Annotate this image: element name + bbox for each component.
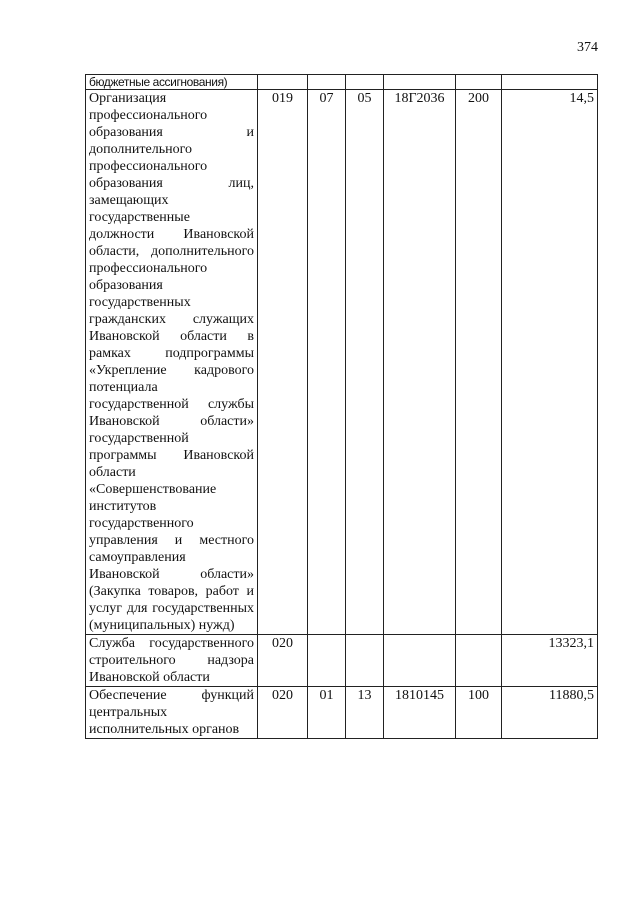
section-cell: 01 — [308, 687, 346, 739]
amount-cell — [502, 75, 598, 90]
expense-type-cell — [456, 75, 502, 90]
subsection-cell: 05 — [346, 90, 384, 635]
row-name-cell: бюджетные ассигнования) — [86, 75, 258, 90]
table-row-continuation — [86, 75, 598, 90]
subsection-cell: 13 — [346, 687, 384, 739]
section-cell: 07 — [308, 90, 346, 635]
subsection-cell — [346, 75, 384, 90]
row-name-cell: Служба государственного строительного надзора Ивановской области — [86, 635, 258, 687]
budget-table — [85, 74, 598, 739]
table-row — [86, 90, 598, 635]
ved-cell — [258, 75, 308, 90]
row-name-cell: Обеспечение функций центральных исполнительных органов — [86, 687, 258, 739]
subsection-cell — [346, 635, 384, 687]
page-number: 374 — [577, 40, 598, 55]
target-article-cell: 18Г2036 — [384, 90, 456, 635]
ved-cell: 020 — [258, 635, 308, 687]
expense-type-cell: 100 — [456, 687, 502, 739]
section-cell — [308, 75, 346, 90]
amount-cell: 14,5 — [502, 90, 598, 635]
target-article-cell — [384, 75, 456, 90]
table-row — [86, 635, 598, 687]
ved-cell: 019 — [258, 90, 308, 635]
target-article-cell — [384, 635, 456, 687]
expense-type-cell — [456, 635, 502, 687]
section-cell — [308, 635, 346, 687]
target-article-cell: 1810145 — [384, 687, 456, 739]
amount-cell: 11880,5 — [502, 687, 598, 739]
amount-cell: 13323,1 — [502, 635, 598, 687]
ved-cell: 020 — [258, 687, 308, 739]
row-name-cell: Организация профессионального образования и дополнительного профессионального образования лиц, замещающих государственные должности Ивановской области, дополнительного профессионального образования государственных гражданских служащих Ивановской области в рамках подпрограммы «Укрепление кадрового потенциала государственной службы Ивановской области» государственной программы Ивановской области «Совершенствование институтов государственного управления и местного самоуправления Ивановской области» (Закупка товаров, работ и услуг для государственных (муниципальных) нужд) — [86, 90, 258, 635]
table-row — [86, 687, 598, 739]
expense-type-cell: 200 — [456, 90, 502, 635]
